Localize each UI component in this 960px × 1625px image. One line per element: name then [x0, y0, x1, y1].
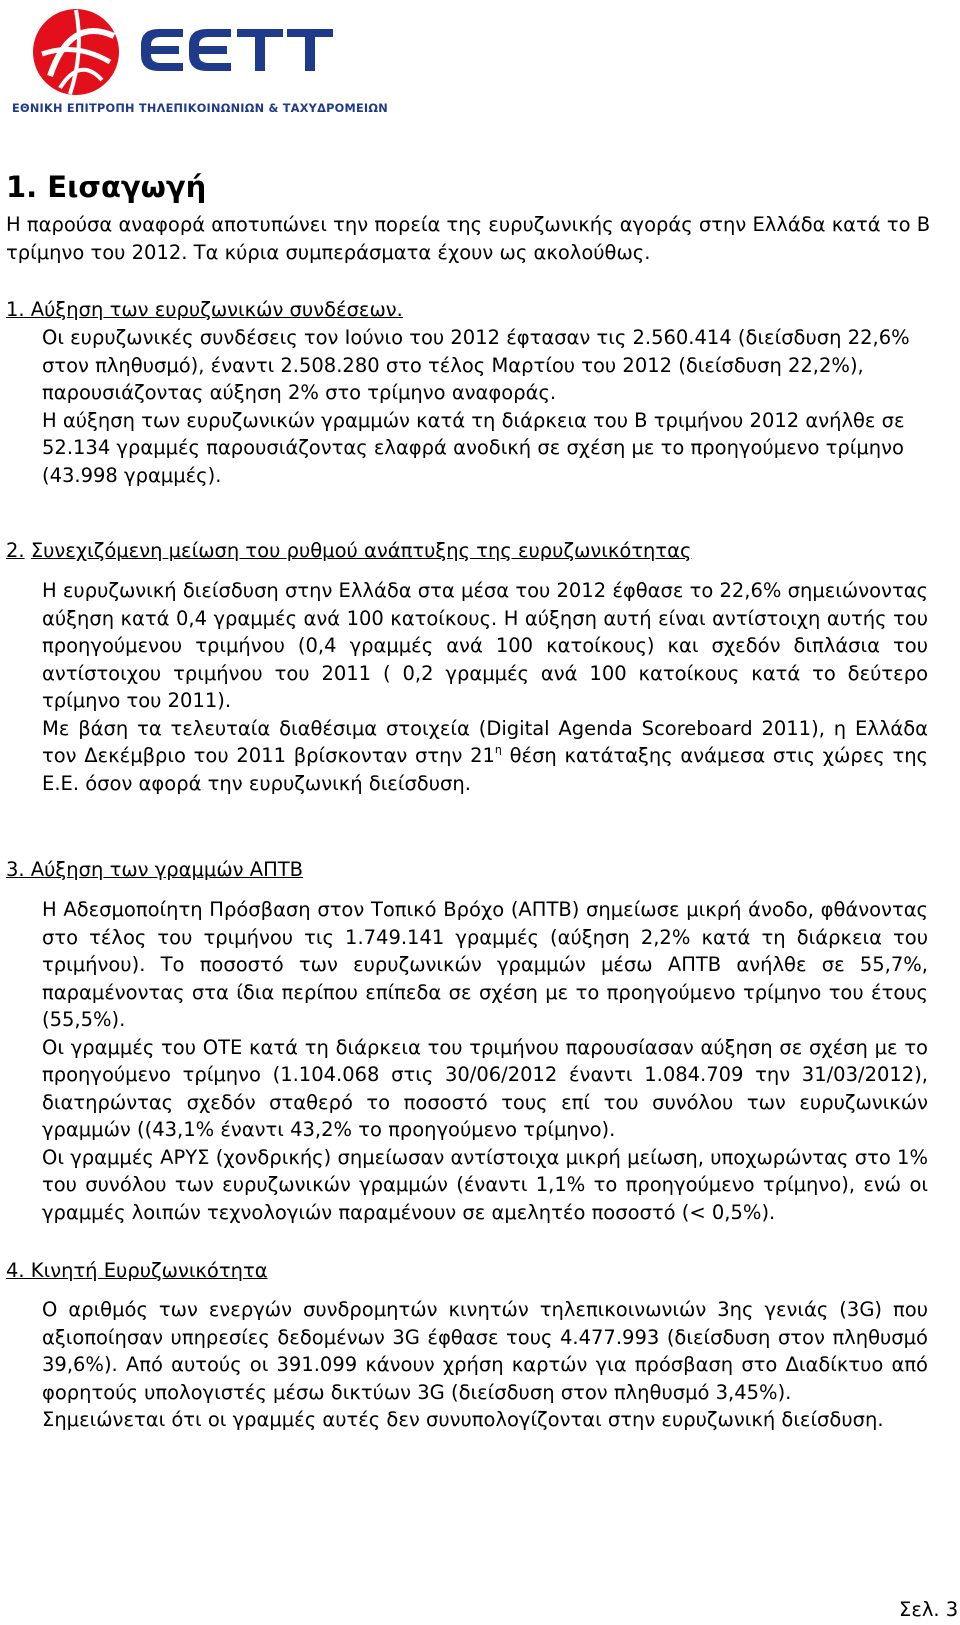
- eett-logo: [8, 6, 388, 120]
- subsection-3-body: [42, 896, 928, 1226]
- body-paragraph: Σημειώνεται ότι οι γραμμές αυτές δεν συνυπολογίζονται στην ευρυζωνική διείσδυση.: [42, 1408, 884, 1431]
- subsection-1-heading: 1. Αύξηση των ευρυζωνικών συνδέσεων.: [6, 298, 403, 321]
- body-line: 52.134 γραμμές παρουσιάζοντας ελαφρά ανοδική σε σχέση με το προηγούμενο τρίμηνο: [42, 436, 904, 459]
- subsection-2-number: 2.: [6, 539, 25, 562]
- eett-letters-icon: [137, 25, 337, 75]
- eett-emblem-icon: [30, 6, 122, 96]
- intro-line: τρίμηνο του 2012. Τα κύρια συμπεράσματα έχουν ως ακολούθως.: [6, 240, 651, 264]
- section-title: 1. Εισαγωγή: [6, 170, 207, 204]
- intro-paragraph: [6, 211, 936, 266]
- subsection-2-body: [42, 577, 928, 797]
- intro-line: Η παρούσα αναφορά αποτυπώνει την πορεία της ευρυζωνικής αγοράς στην Ελλάδα κατά το Β: [6, 213, 931, 236]
- subsection-2-title: Συνεχιζόμενη μείωση του ρυθμού ανάπτυξης της ευρυζωνικότητας: [30, 539, 692, 562]
- body-line: (43.998 γραμμές).: [42, 463, 222, 487]
- body-paragraph: Η ευρυζωνική διείσδυση στην Ελλάδα στα μέσα του 2012 έφθασε το 22,6% σημειώνοντας αύξηση κατά 0,4 γραμμές ανά 100 κατοίκους. Η αύξηση αυτή είναι αντίστοιχη αυτής του προηγούμενου τριμήνου (0,4 γραμμές ανά 100 κατοίκους) και σχεδόν διπλάσια του αντίστοιχου τριμήνου του 2011 ( 0,2 γραμμές ανά 100 κατοίκους κατά το δεύτερο τρίμηνο του 2011).: [42, 579, 928, 712]
- logo-caption: ΕΘΝΙΚΗ ΕΠΙΤΡΟΠΗ ΤΗΛΕΠΙΚΟΙΝΩΝΙΩΝ & ΤΑΧΥΔΡΟΜΕΙΩΝ: [12, 102, 388, 115]
- body-line: Η αύξηση των ευρυζωνικών γραμμών κατά τη διάρκεια του Β τριμήνου 2012 ανήλθε σε: [42, 408, 905, 432]
- body-paragraph: Οι γραμμές ΑΡΥΣ (χονδρικής) σημείωσαν αντίστοιχα μικρή μείωση, υποχωρώντας στο 1% του συνόλου των ευρυζωνικών γραμμών (έναντι 1,1% το προηγούμενο τρίμηνο), ενώ οι γραμμές λοιπών τεχνολογιών παραμένουν σε αμελητέο ποσοστό (< 0,5%).: [42, 1145, 928, 1224]
- body-paragraph: Με βάση τα τελευταία διαθέσιμα στοιχεία (Digital Agenda Scoreboard 2011), η Ελλάδα τον Δεκέμβριο του 2011 βρίσκονταν στην $21^\eta$ θέση κατάταξης ανάμεσα στις χώρες της Ε.Ε. όσον αφορά την ευρυζωνική διείσδυση.: [42, 716, 929, 795]
- body-paragraph: Ο αριθμός των ενεργών συνδρομητών κινητών τηλεπικοινωνιών 3ης γενιάς (3G) που αξιοποίησαν υπηρεσίες δεδομένων 3G έφθασε τους 4.477.993 (διείσδυση στον πληθυσμό 39,6%). Από αυτούς οι 391.099 κάνουν χρήση καρτών για πρόσβαση στο Διαδίκτυο από φορητούς υπολογιστές μέσω δικτύων 3G (διείσδυση στον πληθυσμό 3,45%).: [42, 1298, 928, 1404]
- page-number: Σελ. 3: [899, 1598, 959, 1621]
- body-paragraph: Οι γραμμές του ΟΤΕ κατά τη διάρκεια του τριμήνου παρουσίασαν αύξηση σε σχέση με το προηγούμενο τρίμηνο (1.104.068 στις 30/06/2012 έναντι 1.084.709 την 31/03/2012), διατηρώντας σχεδόν σταθερό το ποσοστό τους επί του συνόλου των ευρυζωνικών γραμμών ((43,1% έναντι 43,2% το προηγούμενο τρίμηνο).: [42, 1035, 928, 1141]
- body-line: στον πληθυσμό), έναντι 2.508.280 στο τέλος Μαρτίου του 2012 (διείσδυση 22,2%),: [42, 353, 864, 377]
- subsection-2-heading: [6, 537, 691, 565]
- subsection-4-heading: 4. Κινητή Ευρυζωνικότητα: [6, 1259, 268, 1282]
- subsection-1-body: [42, 324, 942, 489]
- subsection-4-body: [42, 1296, 928, 1434]
- body-line: Οι ευρυζωνικές συνδέσεις τον Ιούνιο του 2012 έφτασαν τις 2.560.414 (διείσδυση 22,6%: [42, 326, 910, 349]
- body-paragraph: Η Αδεσμοποίητη Πρόσβαση στον Τοπικό Βρόχο (ΑΠΤΒ) σημείωσε μικρή άνοδο, φθάνοντας στο τέλος του τριμήνου τις 1.749.141 γραμμές (αύξηση 2,2% κατά τη διάρκεια του τριμήνου). Το ποσοστό των ευρυζωνικών γραμμών μέσω ΑΠΤΒ ανήλθε σε 55,7%, παραμένοντας στα ίδια περίπου επίπεδα σε σχέση με το προηγούμενο τρίμηνο του έτους (55,5%).: [42, 898, 928, 1031]
- body-line: παρουσιάζοντας αύξηση 2% στο τρίμηνο αναφοράς.: [42, 381, 557, 404]
- subsection-3-heading: 3. Αύξηση των γραμμών ΑΠΤΒ: [6, 858, 304, 881]
